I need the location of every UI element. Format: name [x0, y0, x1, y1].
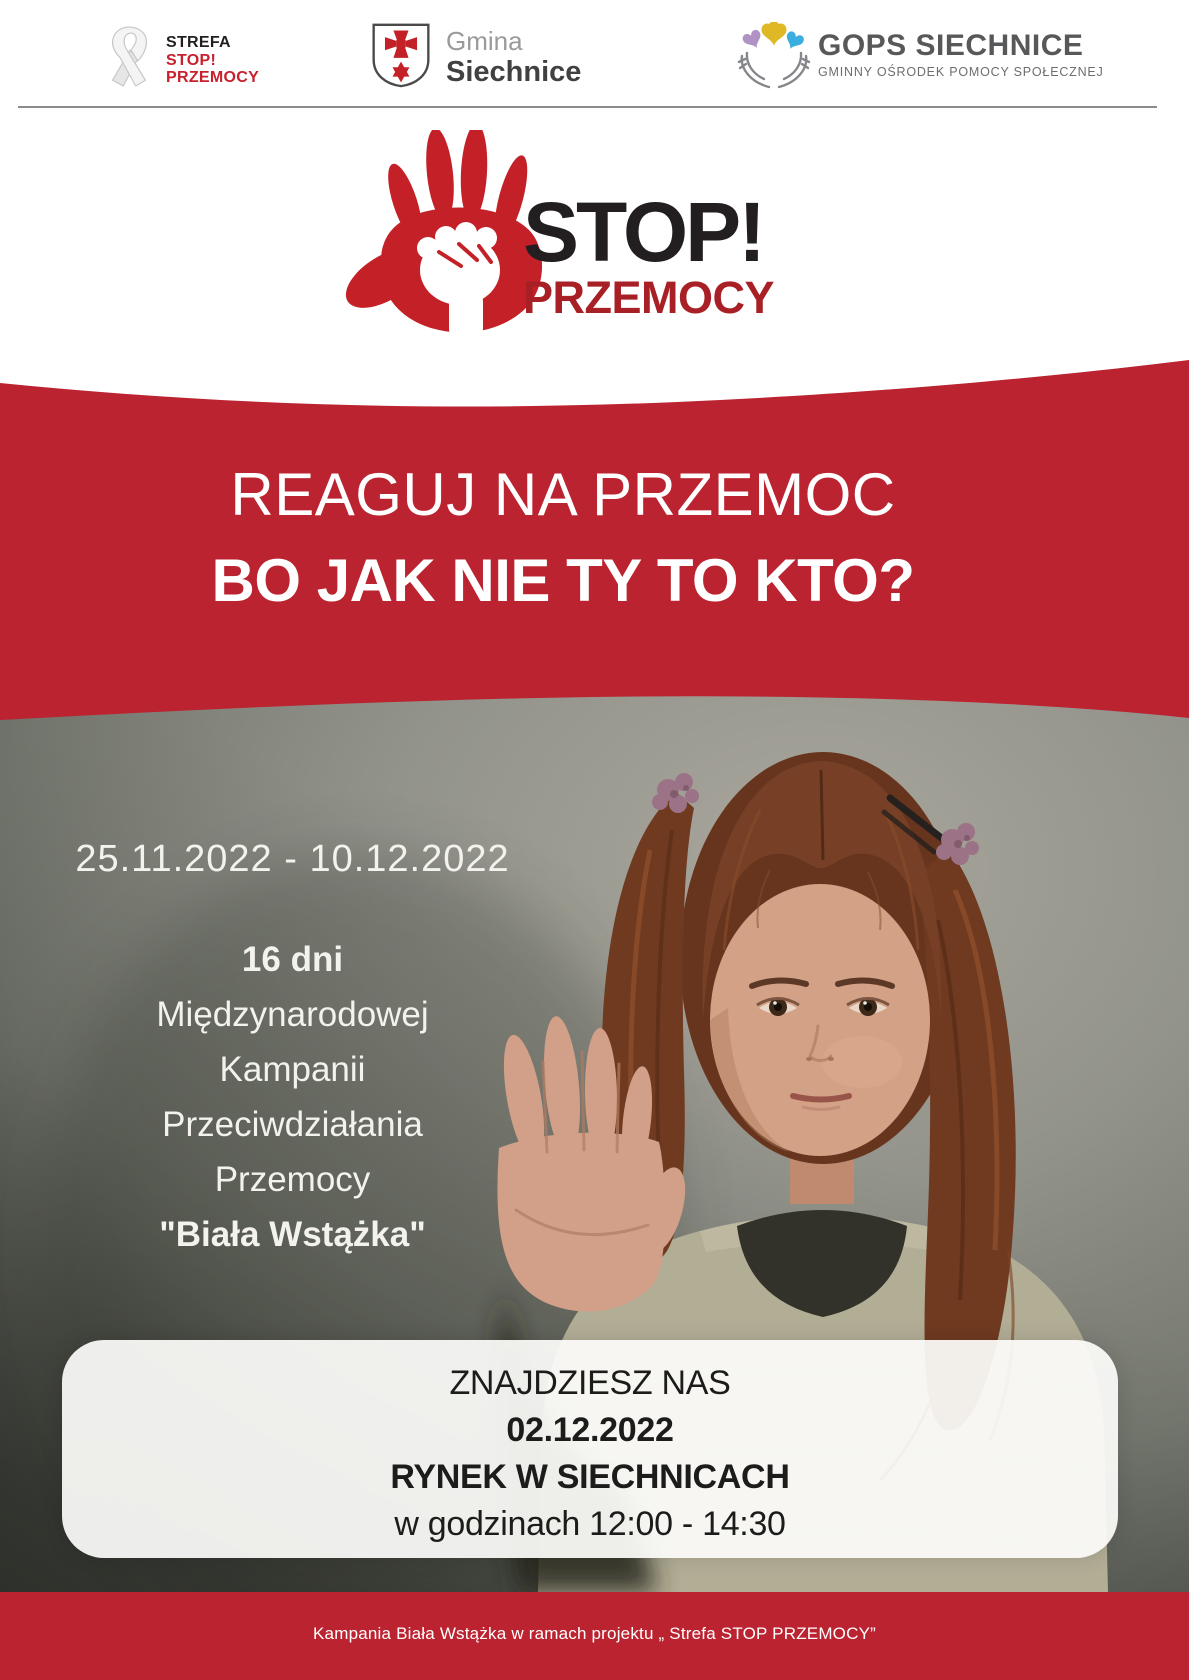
- gmina-name-top: Gmina: [446, 26, 523, 56]
- info-box-line: 02.12.2022: [506, 1411, 674, 1449]
- gmina-name-bottom: Siechnice: [446, 56, 582, 88]
- gops-logo-text: [818, 30, 1104, 92]
- caring-hands-icon: [736, 22, 812, 92]
- gmina-siechnice-logo: [370, 22, 581, 88]
- campaign-line: Międzynarodowej: [156, 995, 429, 1034]
- info-box-line: w godzinach 12:00 - 14:30: [394, 1505, 786, 1543]
- strefa-line2: STOP!: [166, 51, 217, 69]
- campaign-line: 16 dni: [241, 940, 344, 979]
- footer-band: [0, 1592, 1189, 1680]
- white-ribbon-icon: [100, 24, 158, 90]
- campaign-text-block: [105, 932, 480, 1262]
- strefa-stop-przemocy-logo: [100, 24, 259, 90]
- main-logo-text: [523, 185, 775, 323]
- campaign-line: Przemocy: [214, 1160, 371, 1199]
- event-info-box: [62, 1340, 1118, 1558]
- info-box-line: RYNEK W SIECHNICACH: [390, 1458, 790, 1496]
- campaign-line: Kampanii: [219, 1050, 366, 1089]
- strefa-line3: PRZEMOCY: [166, 69, 260, 86]
- gops-siechnice-logo: [736, 22, 1104, 92]
- banner-headline: REAGUJ NA PRZEMOC: [230, 461, 896, 528]
- gops-title: GOPS SIECHNICE: [818, 29, 1084, 62]
- siechnice-coat-of-arms-icon: [370, 22, 432, 88]
- header-divider: [18, 106, 1157, 108]
- footer-text: Kampania Biała Wstążka w ramach projektu „ Strefa STOP PRZEMOCY”: [313, 1624, 876, 1643]
- info-box-line: ZNAJDZIESZ NAS: [449, 1364, 731, 1402]
- main-logo-stop: STOP!: [523, 185, 764, 279]
- gmina-logo-text: [446, 26, 581, 88]
- red-banner-shape: [0, 350, 1189, 730]
- gops-subtitle: GMINNY OŚRODEK POMOCY SPOŁECZNEJ: [818, 65, 1104, 79]
- strefa-line1: STREFA: [166, 34, 231, 51]
- strefa-logo-text: [166, 34, 259, 90]
- banner-subheadline: BO JAK NIE TY TO KTO?: [211, 547, 915, 614]
- campaign-line: "Biała Wstążka": [159, 1215, 426, 1254]
- campaign-date-range: 25.11.2022 - 10.12.2022: [75, 838, 510, 880]
- campaign-line: Przeciwdziałania: [162, 1105, 423, 1144]
- main-logo-przemocy: PRZEMOCY: [523, 272, 775, 323]
